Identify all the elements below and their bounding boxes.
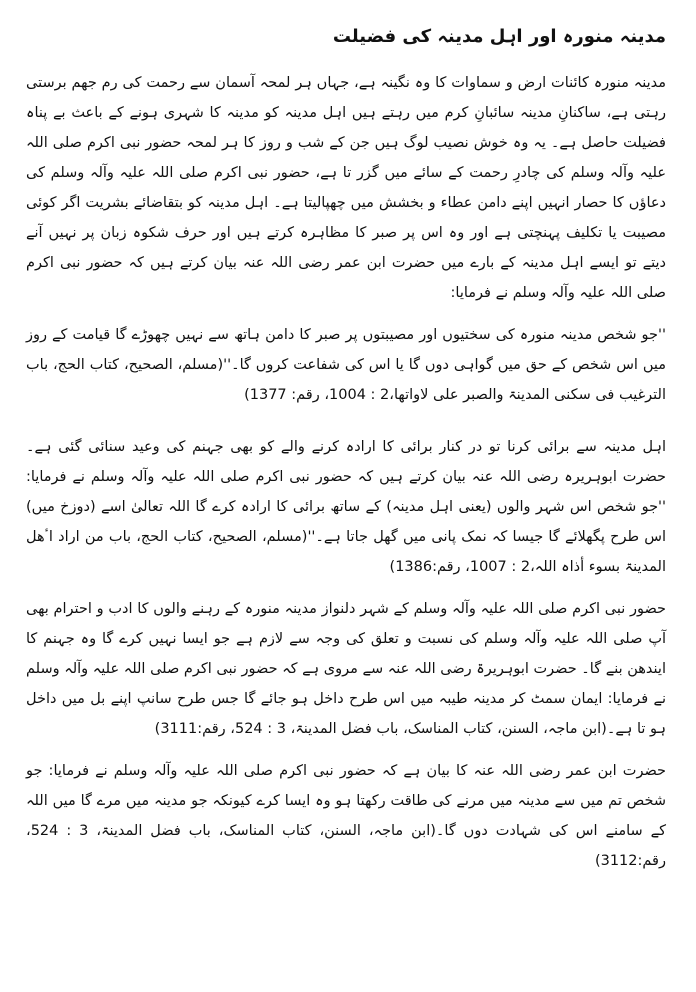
paragraph-intro: مدینہ منورہ کائنات ارض و سماوات کا وہ نگینہ ہے، جہاں ہر لمحہ آسمان سے رحمت کی رم جھم برستی رہتی ہے، ساکنانِ مدینہ سائبانِ کرم میں رہتے ہیں اہل مدینہ کو مدینہ کا شہری ہونے کے باعث بے پناہ فضیلت حاصل ہے۔ یہ وہ خوش نصیب لوگ ہیں جن کے شب و روز کا ہر لمحہ حضور نبی اکرم صلی اللہ علیہ وآلہ وسلم کی چادرِ رحمت کے سائے میں گزر تا ہے، حضور نبی اکرم صلی اللہ علیہ وآلہ وسلم کی دعاؤں کا حصار انہیں اپنے دامن عطاء و بخشش میں چھپالیتا ہے۔ اہل مدینہ کو بتقاضائے بشریت اگر کوئی مصیبت یا تکلیف پہنچتی ہے اور وہ اس پر صبر کا مظاہرہ کرتے ہیں اور حرف شکوہ زبان پر نہیں آنے دیتے تو ایسے اہل مدینہ کے بارے میں حضرت ابن عمر رضی اللہ عنہ بیان کرتے ہیں کہ حضور نبی اکرم صلی اللہ علیہ وآلہ وسلم نے فرمایا: [26,75,666,301]
paragraph-hadith-patience: ''جو شخص مدینہ منورہ کی سختیوں اور مصیبتوں پر صبر کا دامن ہاتھ سے نہیں چھوڑے گا قیامت کے روز میں اس شخص کے حق میں گواہی دوں گا یا اس کی شفاعت کروں گا۔''(مسلم، الصحیح، کتاب الحج، باب الترغیب فی سکنی المدینۃ والصبر علی لاواتھا،2 : 1004، رقم: 1377) [26,327,666,403]
paragraph-evil-intent: اہل مدینہ سے برائی کرنا تو در کنار برائی کا ارادہ کرنے والے کو بھی جہنم کی وعید سنائی گئی ہے۔ حضرت ابوہریرہ رضی اللہ عنہ بیان کرتے ہیں کہ حضور نبی اکرم صلی اللہ علیہ وآلہ وسلم نے فرمایا: ''جو شخص اس شہر والوں (یعنی اہل مدینہ) کے ساتھ برائی کا ارادہ کرے گا اللہ تعالیٰ اسے (دوزخ میں) اس طرح پگھلائے گا جیسا کہ نمک پانی میں گھل جاتا ہے۔''(مسلم، الصحیح، کتاب الحج، باب من اراد اٴھل المدینۃ بسوء أذاہ اللہ،2 : 1007، رقم:1386) [26,439,666,575]
document-title: مدینہ منورہ اور اہل مدینہ کی فضیلت [332,26,666,47]
paragraph-dying-in-madinah: حضرت ابن عمر رضی اللہ عنہ کا بیان ہے کہ حضور نبی اکرم صلی اللہ علیہ وآلہ وسلم نے فرمایا: جو شخص تم میں سے مدینہ میں مرنے کی طاقت رکھتا ہو وہ ایسا کرے کیونکہ جو مدینہ میں مرے گا میں اللہ کے سامنے اس کی شہادت دوں گا۔(ابن ماجہ، السنن، کتاب المناسک، باب فضل المدینۃ، 3 : 524، رقم:3112) [26,763,666,869]
paragraph-respect: حضور نبی اکرم صلی اللہ علیہ وآلہ وسلم کے شہر دلنواز مدینہ منورہ کے رہنے والوں کا ادب و احترام بھی آپ صلی اللہ علیہ وآلہ وسلم کی نسبت و تعلق کی وجہ سے لازم ہے جو ایسا نہیں کرے گا وہ جہنم کا ایندھن بنے گا۔ حضرت ابوہریرۃ رضی اللہ عنہ سے مروی ہے کہ حضور نبی اکرم صلی اللہ علیہ وآلہ وسلم نے فرمایا: ایمان سمٹ کر مدینہ طیبہ میں اس طرح داخل ہو جائے گا جس طرح سانپ اپنے بل میں داخل ہو تا ہے۔(ابن ماجہ، السنن، کتاب المناسک، باب فضل المدینۃ، 3 : 524، رقم:3111) [26,601,666,737]
